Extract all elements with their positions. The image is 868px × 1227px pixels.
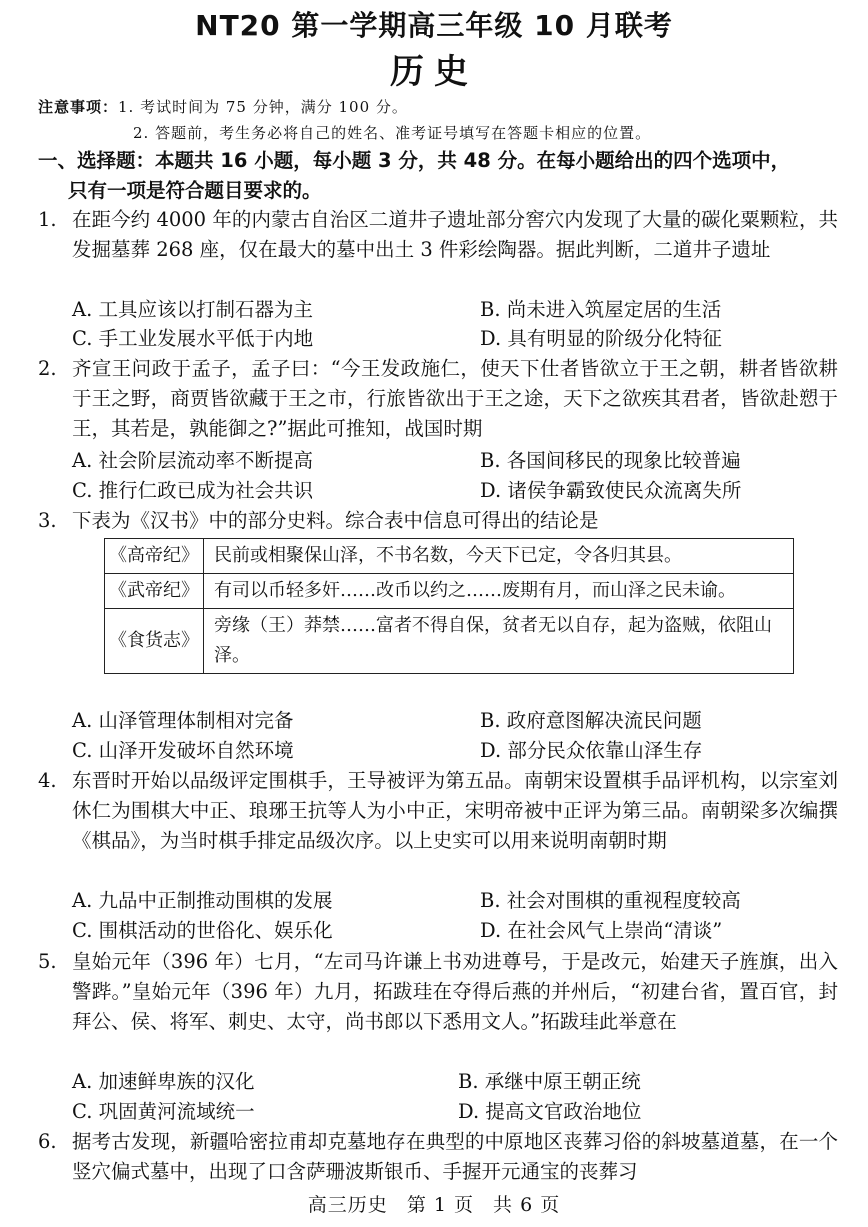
question-4-option-c: C. 围棋活动的世俗化、娱乐化	[72, 919, 333, 942]
question-3	[38, 506, 838, 536]
footer-total-pages: 共 6 页	[493, 1194, 561, 1216]
question-3-option-c: C. 山泽开发破坏自然环境	[72, 739, 294, 762]
question-3-option-a: A. 山泽管理体制相对完备	[72, 709, 294, 732]
question-text: 在距今约 4000 年的内蒙古自治区二道井子遗址部分窖穴内发现了大量的碳化粟颗粒，共发掘墓葬 268 座，仅在最大的墓中出土 3 件彩绘陶器。据此判断，二道井子遗址	[72, 208, 838, 261]
question-2-option-c: C. 推行仁政已成为社会共识	[72, 479, 314, 502]
question-5-option-d: D. 提高文官政治地位	[458, 1100, 642, 1123]
question-5-option-a: A. 加速鲜卑族的汉化	[72, 1070, 255, 1093]
question-5-option-b: B. 承继中原王朝正统	[458, 1070, 641, 1093]
subject-title: 历史	[390, 52, 478, 92]
question-2	[38, 354, 838, 444]
table-cell-source: 《武帝纪》	[105, 574, 204, 609]
question-4-option-a: A. 九品中正制推动围棋的发展	[72, 889, 333, 912]
page-footer	[0, 1190, 868, 1217]
notes-label: 注意事项：	[38, 98, 119, 116]
question-1-option-b: B. 尚未进入筑屋定居的生活	[480, 298, 722, 321]
question-2-option-a: A. 社会阶层流动率不断提高	[72, 449, 313, 472]
source-table	[104, 538, 794, 674]
table-cell-source: 《高帝纪》	[105, 539, 204, 574]
question-5	[38, 947, 838, 1037]
question-text: 齐宣王问政于孟子，孟子曰：“今王发政施仁，使天下仕者皆欲立于王之朝，耕者皆欲耕于王之野，商贾皆欲藏于王之市，行旅皆欲出于王之途，天下之欲疾其君者，皆欲赴愬于王，其若是，孰能御之?”据此可推知，战国时期	[72, 357, 838, 440]
question-2-option-d: D. 诸侯争霸致使民众流离失所	[480, 479, 742, 502]
footer-page-number: 第 1 页	[406, 1194, 474, 1216]
question-2-option-b: B. 各国间移民的现象比较普遍	[480, 449, 741, 472]
question-3-option-b: B. 政府意图解决流民问题	[480, 709, 702, 732]
question-1	[38, 205, 838, 265]
question-1-option-d: D. 具有明显的阶级分化特征	[480, 327, 722, 350]
table-cell-content: 有司以币轻多奸……改币以约之……废期有月，而山泽之民未谕。	[204, 574, 794, 609]
question-number: 4.	[38, 769, 57, 792]
table-row	[105, 539, 794, 574]
note-item-2: 2. 答题前，考生务必将自己的姓名、准考证号填写在答题卡相应的位置。	[133, 124, 652, 142]
question-1-option-c: C. 手工业发展水平低于内地	[72, 327, 314, 350]
table-cell-content: 民前或相聚保山泽，不书名数，今天下已定，令各归其县。	[204, 539, 794, 574]
question-3-option-d: D. 部分民众依靠山泽生存	[480, 739, 703, 762]
footer-subject: 高三历史	[307, 1194, 388, 1216]
question-5-option-c: C. 巩固黄河流域统一	[72, 1100, 255, 1123]
section-heading-line-2: 只有一项是符合题目要求的。	[68, 179, 322, 202]
question-4-option-d: D. 在社会风气上崇尚“清谈”	[480, 919, 723, 942]
table-row	[105, 609, 794, 674]
question-text: 皇始元年（396 年）七月，“左司马许谦上书劝进尊号，于是改元，始建天子旌旗，出入警跸。”皇始元年（396 年）九月，拓跋珪在夺得后燕的并州后，“初建台省，置百官，封拜公、侯、将军、刺史、太守，尚书郎以下悉用文人。”拓跋珪此举意在	[72, 950, 838, 1033]
question-4-option-b: B. 社会对围棋的重视程度较高	[480, 889, 741, 912]
question-number: 1.	[38, 208, 57, 231]
question-number: 3.	[38, 509, 57, 532]
question-text: 东晋时开始以品级评定围棋手，王导被评为第五品。南朝宋设置棋手品评机构，以宗室刘休仁为围棋大中正、琅琊王抗等人为小中正，宋明帝被中正评为第三品。南朝梁多次编撰《棋品》，为当时棋手排定品级次序。以上史实可以用来说明南朝时期	[72, 769, 838, 852]
question-1-option-a: A. 工具应该以打制石器为主	[72, 298, 313, 321]
section-heading	[38, 146, 838, 206]
question-number: 2.	[38, 357, 57, 380]
question-4	[38, 766, 838, 856]
question-text: 据考古发现，新疆哈密拉甫却克墓地存在典型的中原地区丧葬习俗的斜坡墓道墓，在一个竖穴偏式墓中，出现了口含萨珊波斯银币、手握开元通宝的丧葬习	[72, 1130, 838, 1183]
note-item-1: 1. 考试时间为 75 分钟，满分 100 分。	[118, 98, 408, 116]
exam-title: NT20 第一学期高三年级 10 月联考	[195, 9, 673, 42]
section-heading-line-1: 一、选择题：本题共 16 小题，每小题 3 分，共 48 分。在每小题给出的四个选项中，	[38, 149, 791, 172]
question-number: 5.	[38, 950, 57, 973]
table-cell-source: 《食货志》	[105, 609, 204, 674]
table-row	[105, 574, 794, 609]
question-text: 下表为《汉书》中的部分史料。综合表中信息可得出的结论是	[72, 509, 599, 532]
table-cell-content: 旁缘（王）莽禁……富者不得自保，贫者无以自存，起为盗贼，依阻山泽。	[204, 609, 794, 674]
question-number: 6.	[38, 1130, 57, 1153]
question-6	[38, 1127, 838, 1187]
notes-line-1	[38, 96, 408, 117]
